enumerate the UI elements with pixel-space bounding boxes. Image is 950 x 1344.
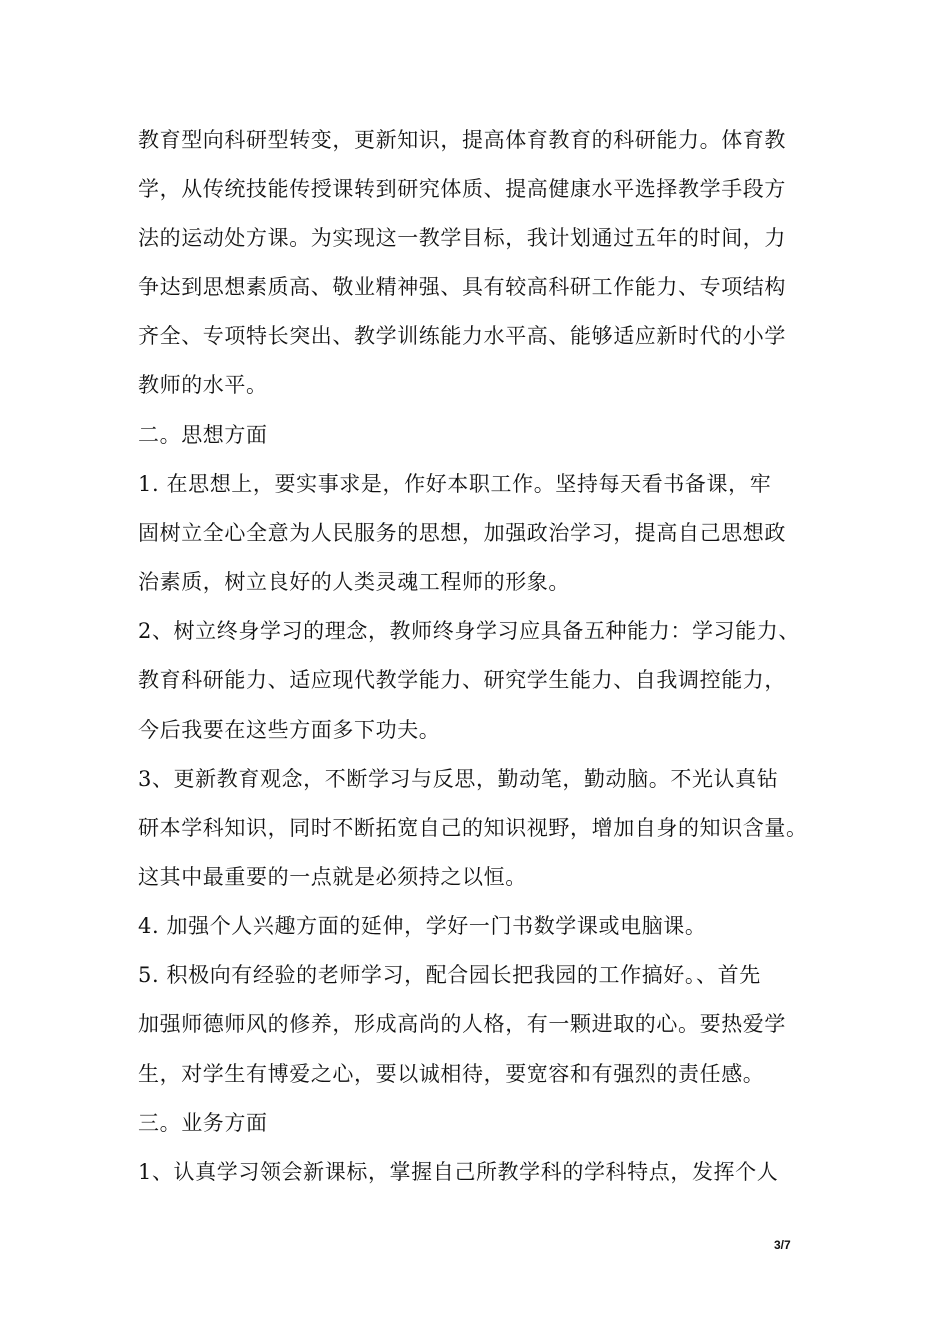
text-line: 生，对学生有博爱之心，要以诚相待，要宽容和有强烈的责任感。 (138, 1062, 765, 1086)
text-line: 教育型向科研型转变，更新知识，提高体育教育的科研能力。体育教 (138, 128, 786, 152)
text-line: 学，从传统技能传授课转到研究体质、提高健康水平选择教学手段方 (138, 177, 786, 201)
text-line: 加强师德师风的修养，形成高尚的人格，有一颗进取的心。要热爱学 (138, 1012, 786, 1036)
section-heading: 三。业务方面 (138, 1111, 268, 1135)
text-line: 争达到思想素质高、敬业精神强、具有较高科研工作能力、专项结构 (138, 275, 786, 299)
text-line: 固树立全心全意为人民服务的思想，加强政治学习，提高自己思想政 (138, 521, 786, 545)
text-line: 2、树立终身学习的理念，教师终身学习应具备五种能力：学习能力、 (138, 619, 800, 643)
text-line: 1. 在思想上，要实事求是，作好本职工作。坚持每天看书备课，牢 (138, 472, 772, 496)
text-line: 治素质，树立良好的人类灵魂工程师的形象。 (138, 570, 570, 594)
text-line: 教师的水平。 (138, 373, 268, 397)
text-line: 3、更新教育观念，不断学习与反思，勤动笔，勤动脑。不光认真钻 (138, 767, 779, 791)
text-line: 1、认真学习领会新课标，掌握自己所教学科的学科特点，发挥个人 (138, 1160, 779, 1184)
text-line: 5. 积极向有经验的老师学习，配合园长把我园的工作搞好。、首先 (138, 963, 761, 987)
text-line: 这其中最重要的一点就是必须持之以恒。 (138, 865, 527, 889)
text-line: 法的运动处方课。为实现这一教学目标，我计划通过五年的时间，力 (138, 226, 786, 250)
text-line: 教育科研能力、适应现代教学能力、研究学生能力、自我调控能力， (138, 668, 786, 692)
text-line: 研本学科知识，同时不断拓宽自己的知识视野，增加自身的知识含量。 (138, 816, 808, 840)
page-number: 3/7 (774, 1238, 791, 1252)
text-line: 今后我要在这些方面多下功夫。 (138, 718, 441, 742)
section-heading: 二。思想方面 (138, 423, 268, 447)
text-line: 4. 加强个人兴趣方面的延伸，学好一门书数学课或电脑课。 (138, 914, 707, 938)
text-line: 齐全、专项特长突出、教学训练能力水平高、能够适应新时代的小学 (138, 324, 786, 348)
